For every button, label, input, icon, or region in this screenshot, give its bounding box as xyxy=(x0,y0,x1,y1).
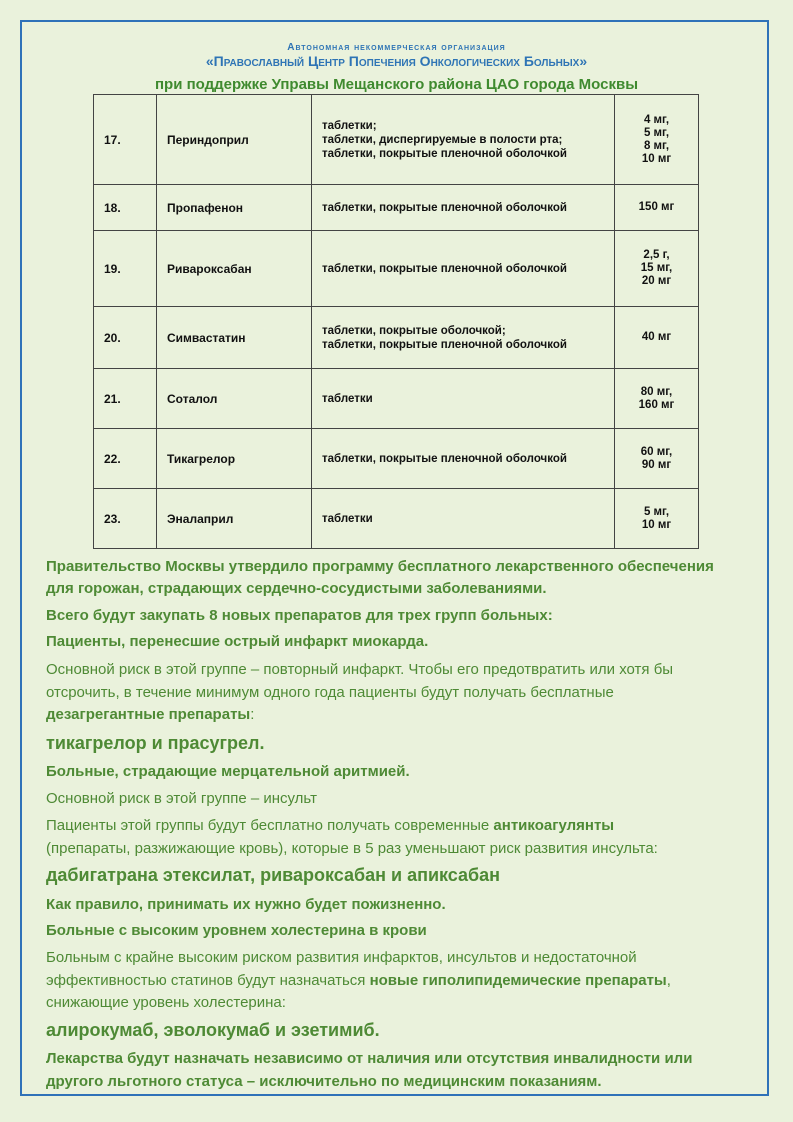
org-support: при поддержке Управы Мещанского района ЦАО города Москвы xyxy=(154,76,639,93)
group1-colon: : xyxy=(250,706,255,723)
drug-form-line: таблетки, покрытые оболочкой; xyxy=(322,324,506,337)
drug-dose-line: 10 мг xyxy=(641,518,672,531)
drug-form xyxy=(312,95,615,185)
group1-text-3 xyxy=(46,704,766,726)
row-number: 20. xyxy=(94,307,157,369)
group1-drugs: тикагрелор и прасугрел. xyxy=(46,733,265,753)
drug-form-line: таблетки xyxy=(322,392,373,405)
group2-text-2-start: Пациенты этой группы будут бесплатно получать современные xyxy=(46,817,494,834)
drug-dose-line: 4 мг, xyxy=(643,113,670,126)
org-name: «Православный Центр Попечения Онкологических Больных» xyxy=(205,53,588,69)
table-row xyxy=(94,185,699,231)
group1-text-1: Основной риск в этой группе – повторный инфаркт. Чтобы его предотвратить или хотя бы xyxy=(46,661,674,678)
group2-text-2 xyxy=(46,815,766,837)
row-number: 18. xyxy=(94,185,157,231)
drug-dose xyxy=(615,185,699,231)
drug-form xyxy=(312,429,615,489)
table-row xyxy=(94,369,699,429)
drug-dose xyxy=(615,307,699,369)
drug-dose-line: 5 мг, xyxy=(643,126,670,139)
drug-dose-line: 80 мг, xyxy=(640,385,673,398)
drug-form-line: таблетки xyxy=(322,512,373,525)
group2-title: Больные, страдающие мерцательной аритмией. xyxy=(46,763,410,780)
final-line-2: другого льготного статуса – исключительно по медицинским показаниям. xyxy=(46,1073,602,1090)
group3-text-3: снижающие уровень холестерина: xyxy=(46,994,286,1011)
drug-form-line: таблетки, покрытые пленочной оболочкой xyxy=(322,262,567,275)
intro-line-2: для горожан, страдающих сердечно-сосудистыми заболеваниями. xyxy=(46,580,547,597)
drug-form-line: таблетки, покрытые пленочной оболочкой xyxy=(322,452,567,465)
table-row xyxy=(94,95,699,185)
drug-dose-line: 15 мг, xyxy=(640,262,673,274)
row-number: 19. xyxy=(94,231,157,307)
row-number: 21. xyxy=(94,369,157,429)
drug-dose-line: 2,5 г, xyxy=(643,249,670,261)
drug-dose-line: 90 мг xyxy=(641,458,672,471)
group3-drugs: алирокумаб, эволокумаб и эзетимиб. xyxy=(46,1020,380,1040)
table-row xyxy=(94,489,699,549)
medications-table xyxy=(93,94,699,549)
group3-drug-class: новые гиполипидемические препараты xyxy=(369,972,667,989)
group3-title: Больные с высоким уровнем холестерина в крови xyxy=(46,922,427,939)
group3-text-1: Больным с крайне высоким риском развития инфарктов, инсультов и недостаточной xyxy=(46,949,637,966)
group2-text-1: Основной риск в этой группе – инсульт xyxy=(46,790,317,807)
row-number: 17. xyxy=(94,95,157,185)
drug-form-line: таблетки, покрытые пленочной оболочкой xyxy=(322,338,567,351)
drug-dose-line: 8 мг, xyxy=(643,139,670,152)
drug-dose xyxy=(615,95,699,185)
drug-dose xyxy=(615,231,699,307)
intro-line-1: Правительство Москвы утвердило программу бесплатного лекарственного обеспечения xyxy=(46,558,714,575)
drug-form-line: таблетки, диспергируемые в полости рта; xyxy=(322,133,563,146)
drug-form-line: таблетки, покрытые пленочной оболочкой xyxy=(322,147,567,160)
group3-comma: , xyxy=(666,972,671,989)
drug-dose-line: 10 мг xyxy=(641,152,672,165)
drug-dose-line: 40 мг xyxy=(641,331,672,343)
drug-form-line: таблетки, покрытые пленочной оболочкой xyxy=(322,201,567,214)
drug-form-line: таблетки; xyxy=(322,119,377,132)
group2-text-3: (препараты, разжижающие кровь), которые в 5 раз уменьшают риск развития инсульта: xyxy=(46,840,658,857)
table-row xyxy=(94,429,699,489)
drug-dose-line: 5 мг, xyxy=(643,505,670,518)
table-row xyxy=(94,231,699,307)
purchase-line: Всего будут закупать 8 новых препаратов для трех групп больных: xyxy=(46,607,553,624)
group3-text-2-start: эффективностью статинов будут назначаться xyxy=(46,972,370,989)
drug-dose-line: 160 мг xyxy=(638,398,675,411)
drug-name: Симвастатин xyxy=(157,307,312,369)
drug-dose-line: 20 мг xyxy=(641,275,672,287)
drug-dose-line: 150 мг xyxy=(638,201,675,213)
drug-form xyxy=(312,489,615,549)
drug-name: Ривароксабан xyxy=(157,231,312,307)
drug-name: Эналаприл xyxy=(157,489,312,549)
group2-drugs: дабигатрана этексилат, ривароксабан и апиксабан xyxy=(46,865,501,885)
group1-text-2: отсрочить, в течение минимум одного года пациенты будут получать бесплатные xyxy=(46,684,614,701)
group2-note: Как правило, принимать их нужно будет пожизненно. xyxy=(46,896,446,913)
drug-dose xyxy=(615,369,699,429)
final-line-1: Лекарства будут назначать независимо от наличия или отсутствия инвалидности или xyxy=(46,1050,693,1067)
drug-name: Соталол xyxy=(157,369,312,429)
drug-form xyxy=(312,185,615,231)
drug-form xyxy=(312,231,615,307)
drug-dose xyxy=(615,429,699,489)
drug-name: Тикагрелор xyxy=(157,429,312,489)
group3-text-2 xyxy=(46,970,766,992)
group2-drug-class: антикоагулянты xyxy=(493,817,615,834)
drug-form xyxy=(312,307,615,369)
drug-name: Пропафенон xyxy=(157,185,312,231)
row-number: 22. xyxy=(94,429,157,489)
group1-drug-class: дезагрегантные препараты xyxy=(46,706,251,723)
group1-title: Пациенты, перенесшие острый инфаркт миокарда. xyxy=(46,633,429,650)
drug-dose xyxy=(615,489,699,549)
org-type: Автономная некоммерческая организация xyxy=(287,42,506,53)
table-row xyxy=(94,307,699,369)
drug-dose-line: 60 мг, xyxy=(640,445,673,458)
row-number: 23. xyxy=(94,489,157,549)
drug-form xyxy=(312,369,615,429)
drug-name: Периндоприл xyxy=(157,95,312,185)
